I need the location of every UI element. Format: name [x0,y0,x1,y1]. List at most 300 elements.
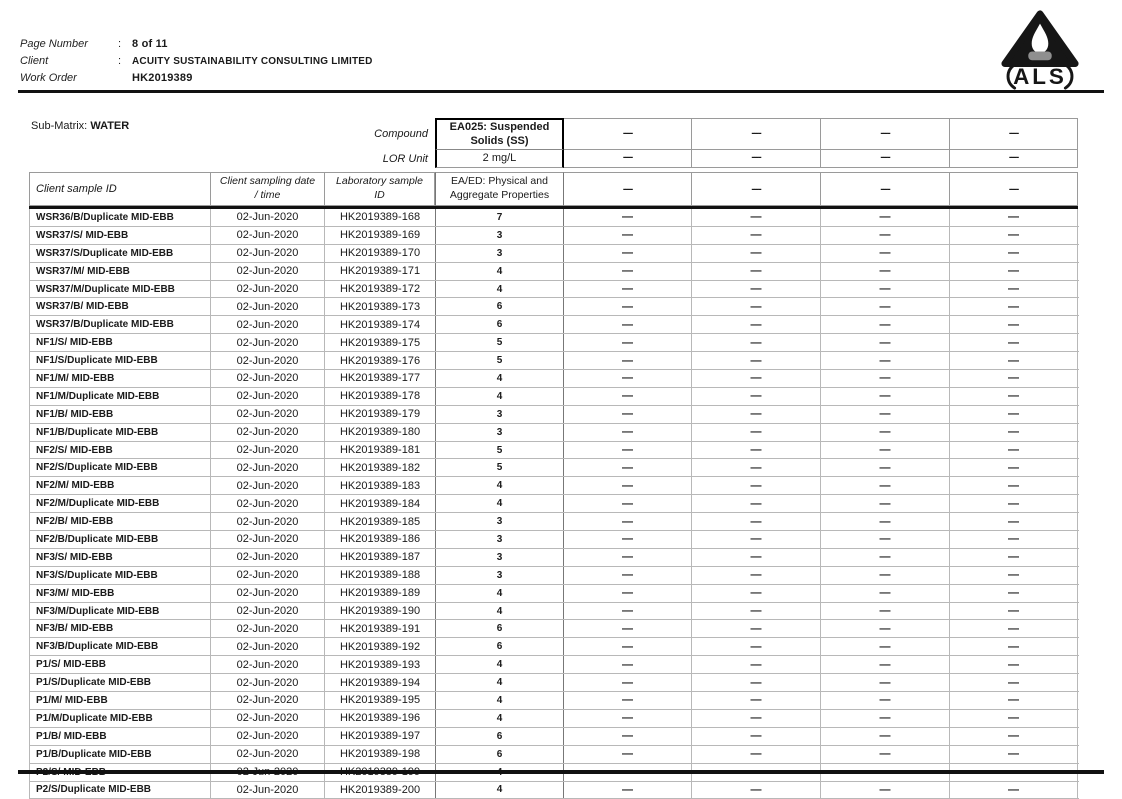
cell-empty: — [821,585,950,602]
cell-empty: — [821,334,950,351]
cell-empty: — [950,692,1078,709]
cell-client-sample-id: WSR37/M/Duplicate MID-EBB [30,281,211,298]
method-line1: EA/ED: Physical and [451,175,548,189]
cell-empty: — [692,746,821,763]
cell-empty: — [692,531,821,548]
cell-client-sample-id: NF3/S/ MID-EBB [30,549,211,566]
cell-empty: — [564,281,692,298]
cell-result-value: 3 [435,567,564,584]
cell-lab-sample-id: HK2019389-200 [325,782,435,799]
empty-column-placeholder: ---- [692,150,821,168]
cell-empty: — [821,263,950,280]
table-row [30,406,1079,424]
analyte-header [435,118,564,150]
cell-empty: — [950,281,1078,298]
cell-empty: — [950,334,1078,351]
cell-empty: — [821,281,950,298]
cell-empty: — [821,209,950,226]
cell-client-sample-id: NF3/S/Duplicate MID-EBB [30,567,211,584]
cell-empty: — [692,728,821,745]
cell-client-sample-id: NF1/M/ MID-EBB [30,370,211,387]
cell-client-sample-id: NF3/M/ MID-EBB [30,585,211,602]
cell-empty: — [950,388,1078,405]
cell-empty: — [692,442,821,459]
cell-empty: — [950,549,1078,566]
table-row [30,263,1079,281]
cell-empty: — [950,728,1078,745]
cell-client-sample-id: WSR37/B/ MID-EBB [30,298,211,315]
cell-empty: — [950,585,1078,602]
cell-empty: — [821,352,950,369]
cell-sampling-date: 02-Jun-2020 [211,692,325,709]
table-row [30,513,1079,531]
cell-sampling-date: 02-Jun-2020 [211,585,325,602]
cell-sampling-date: 02-Jun-2020 [211,388,325,405]
colon: : [118,38,132,50]
cell-empty: — [821,245,950,262]
cell-client-sample-id: P1/M/ MID-EBB [30,692,211,709]
cell-lab-sample-id: HK2019389-174 [325,316,435,333]
lab-sample-line1: Laboratory sample [336,175,423,189]
empty-column-placeholder: ---- [564,118,692,150]
cell-result-value: 4 [435,692,564,709]
cell-client-sample-id: NF1/S/ MID-EBB [30,334,211,351]
cell-lab-sample-id: HK2019389-192 [325,638,435,655]
cell-result-value: 4 [435,370,564,387]
cell-sampling-date: 02-Jun-2020 [211,782,325,799]
cell-sampling-date: 02-Jun-2020 [211,263,325,280]
cell-sampling-date: 02-Jun-2020 [211,352,325,369]
cell-empty: — [692,352,821,369]
cell-empty: — [692,585,821,602]
cell-empty: — [564,746,692,763]
cell-result-value: 5 [435,459,564,476]
footer-rule [18,770,1104,774]
cell-empty: — [564,263,692,280]
cell-lab-sample-id: HK2019389-196 [325,710,435,727]
svg-text:ALS: ALS [1013,64,1067,89]
page-number-label: Page Number [20,38,118,50]
analyte-title-line1: EA025: Suspended [450,121,550,135]
cell-empty: — [950,370,1078,387]
table-row [30,334,1079,352]
empty-column-placeholder: ---- [821,118,950,150]
cell-empty: — [564,298,692,315]
cell-empty: — [692,710,821,727]
cell-sampling-date: 02-Jun-2020 [211,477,325,494]
cell-empty: — [564,638,692,655]
cell-result-value: 4 [435,710,564,727]
table-row [30,227,1079,245]
cell-empty: — [950,674,1078,691]
cell-client-sample-id: NF3/B/ MID-EBB [30,620,211,637]
cell-empty: — [950,746,1078,763]
work-order-value: HK2019389 [132,72,193,84]
table-row [30,495,1079,513]
cell-empty: — [564,388,692,405]
client-row [20,55,620,72]
cell-empty: — [564,549,692,566]
cell-client-sample-id: WSR37/M/ MID-EBB [30,263,211,280]
cell-sampling-date: 02-Jun-2020 [211,316,325,333]
cell-empty: — [692,513,821,530]
table-row [30,424,1079,442]
cell-client-sample-id: WSR37/S/ MID-EBB [30,227,211,244]
cell-result-value: 6 [435,638,564,655]
cell-empty: — [950,442,1078,459]
als-logo-icon [985,8,1095,90]
cell-lab-sample-id: HK2019389-183 [325,477,435,494]
cell-sampling-date: 02-Jun-2020 [211,442,325,459]
cell-empty: — [692,424,821,441]
page-number-row [20,38,620,55]
cell-empty: — [692,316,821,333]
empty-column-placeholder: ---- [564,150,692,168]
cell-sampling-date: 02-Jun-2020 [211,746,325,763]
lab-sample-line2: ID [374,189,385,203]
cell-empty: — [950,603,1078,620]
cell-empty: — [950,406,1078,423]
table-row [30,352,1079,370]
cell-lab-sample-id: HK2019389-189 [325,585,435,602]
table-row [30,549,1079,567]
cell-empty: — [692,406,821,423]
cell-sampling-date: 02-Jun-2020 [211,710,325,727]
cell-empty: — [950,620,1078,637]
cell-empty: — [692,245,821,262]
table-row [30,459,1079,477]
cell-empty: — [564,531,692,548]
cell-empty: — [564,728,692,745]
cell-empty: — [950,316,1078,333]
cell-result-value: 3 [435,245,564,262]
cell-sampling-date: 02-Jun-2020 [211,209,325,226]
cell-lab-sample-id: HK2019389-198 [325,746,435,763]
cell-empty: — [821,567,950,584]
table-body [29,209,1079,799]
analyte-lor-unit: 2 mg/L [435,150,564,168]
cell-sampling-date: 02-Jun-2020 [211,674,325,691]
cell-empty: — [950,424,1078,441]
cell-client-sample-id: P1/M/Duplicate MID-EBB [30,710,211,727]
cell-sampling-date: 02-Jun-2020 [211,298,325,315]
cell-lab-sample-id: HK2019389-188 [325,567,435,584]
cell-empty: — [821,388,950,405]
empty-column-placeholder: ---- [950,172,1078,206]
cell-client-sample-id: NF2/S/ MID-EBB [30,442,211,459]
lor-unit-cell [29,150,435,168]
cell-empty: — [821,477,950,494]
work-order-row [20,72,620,89]
table-compound-band [29,118,1078,150]
cell-empty: — [564,245,692,262]
cell-client-sample-id: WSR37/B/Duplicate MID-EBB [30,316,211,333]
cell-lab-sample-id: HK2019389-177 [325,370,435,387]
cell-empty: — [821,620,950,637]
cell-lab-sample-id: HK2019389-175 [325,334,435,351]
cell-empty: — [564,209,692,226]
cell-empty: — [821,442,950,459]
cell-client-sample-id: P1/B/Duplicate MID-EBB [30,746,211,763]
cell-empty: — [821,531,950,548]
cell-client-sample-id: P2/S/Duplicate MID-EBB [30,782,211,799]
table-row [30,442,1079,460]
cell-lab-sample-id: HK2019389-182 [325,459,435,476]
als-logo-svg [985,8,1095,90]
cell-empty: — [564,227,692,244]
cell-empty: — [821,549,950,566]
table-row [30,782,1079,799]
analyte-title-line2: Solids (SS) [470,135,528,149]
cell-empty: — [821,674,950,691]
empty-column-placeholder: ---- [821,150,950,168]
cell-lab-sample-id: HK2019389-197 [325,728,435,745]
cell-lab-sample-id: HK2019389-195 [325,692,435,709]
sub-matrix-label: Sub-Matrix: [31,120,87,132]
cell-sampling-date: 02-Jun-2020 [211,406,325,423]
empty-column-placeholder: ---- [950,118,1078,150]
cell-client-sample-id: NF2/B/Duplicate MID-EBB [30,531,211,548]
table-row [30,585,1079,603]
cell-sampling-date: 02-Jun-2020 [211,567,325,584]
cell-result-value: 3 [435,531,564,548]
cell-empty: — [692,281,821,298]
cell-sampling-date: 02-Jun-2020 [211,656,325,673]
cell-empty: — [950,656,1078,673]
cell-empty: — [692,603,821,620]
cell-empty: — [950,531,1078,548]
cell-sampling-date: 02-Jun-2020 [211,603,325,620]
cell-empty: — [692,477,821,494]
cell-client-sample-id: P1/S/ MID-EBB [30,656,211,673]
cell-lab-sample-id: HK2019389-185 [325,513,435,530]
cell-sampling-date: 02-Jun-2020 [211,334,325,351]
cell-result-value: 3 [435,549,564,566]
cell-empty: — [564,620,692,637]
cell-empty: — [564,316,692,333]
cell-result-value: 5 [435,352,564,369]
cell-lab-sample-id: HK2019389-191 [325,620,435,637]
cell-result-value: 6 [435,298,564,315]
cell-lab-sample-id: HK2019389-179 [325,406,435,423]
empty-column-placeholder: ---- [821,172,950,206]
cell-empty: — [564,442,692,459]
client-value: ACUITY SUSTAINABILITY CONSULTING LIMITED [132,56,373,67]
cell-client-sample-id: NF1/S/Duplicate MID-EBB [30,352,211,369]
cell-empty: — [821,370,950,387]
cell-sampling-date: 02-Jun-2020 [211,531,325,548]
cell-empty: — [692,495,821,512]
cell-empty: — [692,656,821,673]
client-label: Client [20,55,118,67]
table-row [30,477,1079,495]
cell-lab-sample-id: HK2019389-169 [325,227,435,244]
cell-result-value: 6 [435,728,564,745]
cell-empty: — [564,334,692,351]
cell-empty: — [950,227,1078,244]
cell-empty: — [821,692,950,709]
cell-empty: — [950,710,1078,727]
cell-result-value: 4 [435,585,564,602]
table-row [30,620,1079,638]
cell-empty: — [950,513,1078,530]
cell-empty: — [692,782,821,799]
cell-sampling-date: 02-Jun-2020 [211,370,325,387]
empty-column-placeholder: ---- [692,118,821,150]
cell-empty: — [692,620,821,637]
cell-empty: — [564,459,692,476]
cell-sampling-date: 02-Jun-2020 [211,227,325,244]
colon: : [118,55,132,67]
cell-empty: — [821,728,950,745]
empty-column-placeholder: ---- [692,172,821,206]
cell-result-value: 4 [435,281,564,298]
table-row [30,281,1079,299]
cell-empty: — [564,477,692,494]
table-row [30,603,1079,621]
column-header-sampling-date [211,172,325,206]
cell-empty: — [821,298,950,315]
empty-column-placeholder: ---- [950,150,1078,168]
cell-lab-sample-id: HK2019389-181 [325,442,435,459]
cell-empty: — [564,585,692,602]
cell-empty: — [692,263,821,280]
cell-empty: — [564,406,692,423]
cell-empty: — [950,495,1078,512]
cell-result-value: 7 [435,209,564,226]
cell-client-sample-id: WSR37/S/Duplicate MID-EBB [30,245,211,262]
cell-sampling-date: 02-Jun-2020 [211,513,325,530]
cell-empty: — [821,227,950,244]
cell-empty: — [692,692,821,709]
table-row [30,298,1079,316]
table-row [30,370,1079,388]
cell-lab-sample-id: HK2019389-194 [325,674,435,691]
cell-lab-sample-id: HK2019389-168 [325,209,435,226]
table-row [30,656,1079,674]
cell-empty: — [564,424,692,441]
cell-result-value: 4 [435,603,564,620]
sampling-date-line1: Client sampling date [220,175,315,189]
cell-empty: — [821,495,950,512]
cell-lab-sample-id: HK2019389-171 [325,263,435,280]
cell-result-value: 3 [435,513,564,530]
cell-sampling-date: 02-Jun-2020 [211,549,325,566]
cell-result-value: 3 [435,406,564,423]
cell-lab-sample-id: HK2019389-172 [325,281,435,298]
cell-result-value: 4 [435,674,564,691]
cell-empty: — [821,603,950,620]
cell-client-sample-id: P1/B/ MID-EBB [30,728,211,745]
cell-result-value: 3 [435,227,564,244]
cell-empty: — [950,567,1078,584]
cell-empty: — [692,459,821,476]
cell-sampling-date: 02-Jun-2020 [211,281,325,298]
cell-empty: — [950,263,1078,280]
cell-empty: — [950,782,1078,799]
cell-empty: — [821,424,950,441]
cell-empty: — [692,209,821,226]
table-row [30,710,1079,728]
cell-result-value: 4 [435,263,564,280]
cell-result-value: 4 [435,477,564,494]
table-row [30,692,1079,710]
cell-empty: — [692,227,821,244]
cell-client-sample-id: NF3/M/Duplicate MID-EBB [30,603,211,620]
cell-result-value: 5 [435,334,564,351]
cell-empty: — [692,567,821,584]
cell-empty: — [692,298,821,315]
cell-lab-sample-id: HK2019389-180 [325,424,435,441]
cell-result-value: 5 [435,442,564,459]
cell-empty: — [950,477,1078,494]
page-header [20,38,620,89]
cell-client-sample-id: P1/S/Duplicate MID-EBB [30,674,211,691]
table-row [30,746,1079,764]
cell-lab-sample-id: HK2019389-190 [325,603,435,620]
table-row [30,674,1079,692]
cell-empty: — [950,459,1078,476]
cell-lab-sample-id: HK2019389-173 [325,298,435,315]
cell-empty: — [564,495,692,512]
sampling-date-line2: / time [255,189,281,203]
cell-result-value: 6 [435,316,564,333]
table-row [30,638,1079,656]
cell-lab-sample-id: HK2019389-184 [325,495,435,512]
table-row [30,728,1079,746]
cell-sampling-date: 02-Jun-2020 [211,620,325,637]
cell-empty: — [821,782,950,799]
cell-empty: — [564,603,692,620]
cell-empty: — [692,370,821,387]
cell-empty: — [821,656,950,673]
cell-empty: — [950,245,1078,262]
cell-result-value: 4 [435,782,564,799]
cell-empty: — [564,674,692,691]
cell-empty: — [950,209,1078,226]
cell-client-sample-id: WSR36/B/Duplicate MID-EBB [30,209,211,226]
cell-empty: — [692,334,821,351]
method-line2: Aggregate Properties [450,189,549,203]
cell-empty: — [821,746,950,763]
submatrix-compound-cell [29,118,435,150]
cell-empty: — [950,298,1078,315]
cell-empty: — [821,316,950,333]
cell-sampling-date: 02-Jun-2020 [211,495,325,512]
sub-matrix-value: WATER [90,120,129,132]
compound-label: Compound [374,128,428,140]
cell-empty: — [564,567,692,584]
cell-empty: — [692,674,821,691]
table-row [30,531,1079,549]
cell-result-value: 3 [435,424,564,441]
cell-client-sample-id: NF3/B/Duplicate MID-EBB [30,638,211,655]
cell-client-sample-id: NF2/M/ MID-EBB [30,477,211,494]
cell-empty: — [564,513,692,530]
cell-empty: — [821,513,950,530]
cell-sampling-date: 02-Jun-2020 [211,638,325,655]
column-header-lab-sample-id [325,172,435,206]
cell-sampling-date: 02-Jun-2020 [211,459,325,476]
cell-result-value: 4 [435,656,564,673]
cell-empty: — [950,638,1078,655]
cell-client-sample-id: NF2/S/Duplicate MID-EBB [30,459,211,476]
method-header [435,172,564,206]
cell-empty: — [821,459,950,476]
cell-client-sample-id: NF2/B/ MID-EBB [30,513,211,530]
cell-result-value: 6 [435,620,564,637]
cell-empty: — [821,710,950,727]
